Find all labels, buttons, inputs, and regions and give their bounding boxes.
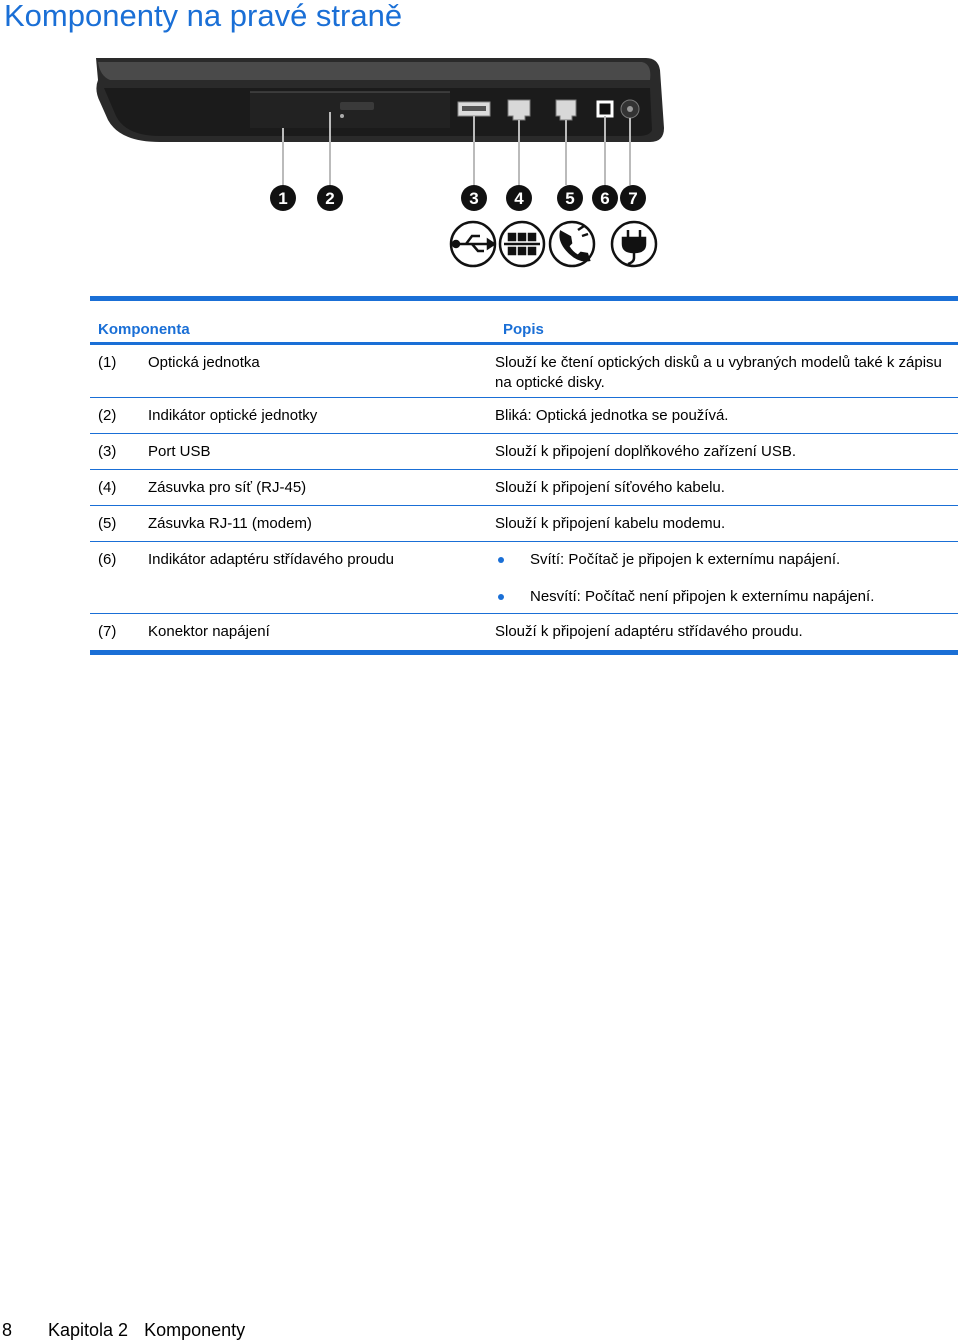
row-number: (6) — [98, 551, 117, 568]
table-row — [90, 398, 958, 434]
svg-text:7: 7 — [628, 189, 638, 208]
page-number: 8 — [2, 1320, 13, 1340]
row-number: (3) — [98, 443, 117, 460]
svg-text:2: 2 — [325, 189, 335, 208]
callout-5 — [557, 185, 583, 211]
row-component: Port USB — [148, 443, 211, 460]
row-component: Indikátor adaptéru střídavého proudu — [148, 551, 394, 568]
chapter-label: Kapitola 2 — [48, 1320, 129, 1340]
power-plug-icon — [612, 222, 656, 266]
svg-text:4: 4 — [514, 189, 524, 208]
table-row — [90, 542, 958, 614]
callout-6 — [592, 185, 618, 211]
row-component: Indikátor optické jednotky — [148, 407, 318, 424]
row-number: (5) — [98, 515, 117, 532]
table-row — [90, 506, 958, 542]
bullet-item: Svítí: Počítač je připojen k externímu napájení. — [495, 550, 950, 570]
row-description: Bliká: Optická jednotka se používá. — [495, 407, 729, 424]
chapter-title: Komponenty — [144, 1320, 246, 1340]
row-component: Optická jednotka — [148, 354, 260, 371]
page-title: Komponenty na pravé straně — [4, 0, 403, 33]
row-number: (7) — [98, 623, 117, 640]
row-description: Slouží ke čtení optických disků a u vybraných modelů také k zápisu na optické disky. — [495, 354, 942, 391]
table-row — [90, 345, 958, 398]
svg-text:6: 6 — [600, 189, 610, 208]
row-description: Slouží k připojení doplňkového zařízení USB. — [495, 443, 797, 460]
laptop-right-side-figure — [90, 50, 680, 275]
row-description: Slouží k připojení síťového kabelu. — [495, 479, 725, 496]
header-description: Popis — [503, 321, 544, 338]
row-component: Konektor napájení — [148, 623, 270, 640]
row-description: Slouží k připojení kabelu modemu. — [495, 515, 726, 532]
callout-7 — [620, 185, 646, 211]
callout-3 — [461, 185, 487, 211]
row-description: Slouží k připojení adaptéru střídavého proudu. — [495, 623, 803, 640]
row-component: Zásuvka RJ-11 (modem) — [148, 515, 312, 532]
table-header — [90, 301, 958, 345]
row-description — [495, 550, 958, 613]
components-table — [90, 296, 958, 655]
page-footer — [2, 1320, 245, 1341]
row-number: (1) — [98, 354, 117, 371]
row-component: Zásuvka pro síť (RJ-45) — [148, 479, 307, 496]
callout-1 — [270, 185, 296, 211]
table-row — [90, 614, 958, 650]
usb-icon — [451, 222, 495, 266]
callout-2 — [317, 185, 343, 211]
row-number: (4) — [98, 479, 117, 496]
svg-text:3: 3 — [469, 189, 479, 208]
row-number: (2) — [98, 407, 117, 424]
header-component: Komponenta — [98, 321, 190, 338]
svg-text:1: 1 — [278, 189, 288, 208]
network-icon — [500, 222, 544, 266]
table-row — [90, 434, 958, 470]
table-row — [90, 470, 958, 506]
bullet-item: Nesvítí: Počítač není připojen k externímu napájení. — [495, 587, 950, 607]
svg-text:5: 5 — [565, 189, 575, 208]
modem-icon — [550, 222, 594, 266]
callout-4 — [506, 185, 532, 211]
